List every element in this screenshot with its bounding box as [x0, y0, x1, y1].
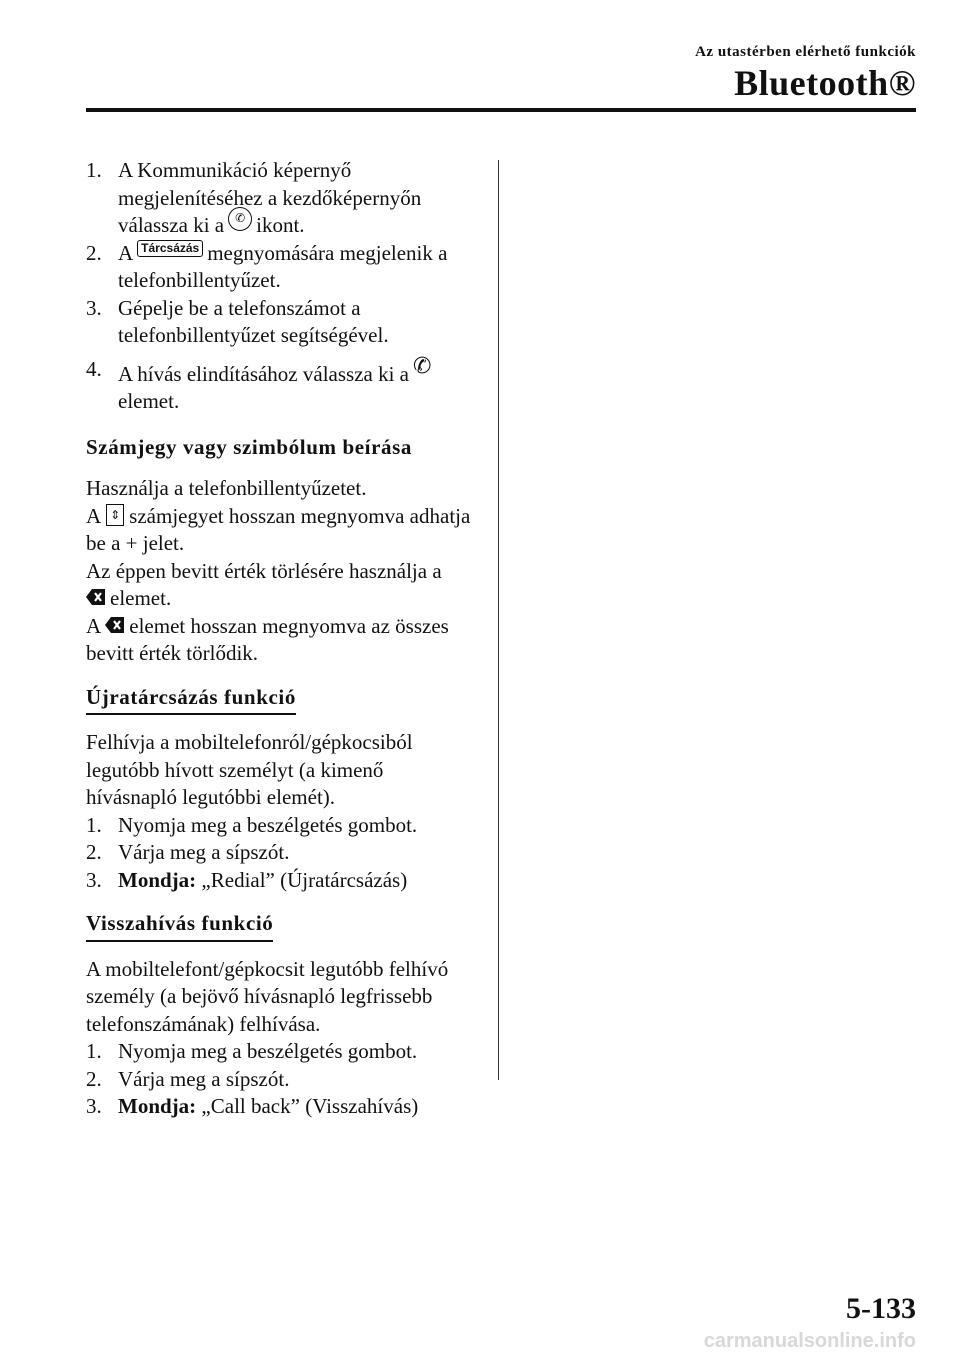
paragraph: Az éppen bevitt érték törlésére használja a elemet.: [86, 558, 442, 610]
list-item: [86, 1093, 478, 1121]
step-text: A hívás elindításához válassza ki a: [118, 361, 409, 386]
phone-circle-icon: ✆: [228, 207, 252, 231]
list-item: [86, 867, 478, 895]
step-text: Várja meg a sípszót.: [118, 1066, 290, 1091]
step-list: [86, 157, 478, 416]
step-number: 3.: [86, 867, 102, 892]
step-number: 3.: [86, 1094, 102, 1118]
step-number: 3.: [86, 295, 102, 320]
step-number: 2.: [86, 840, 102, 864]
hash-key-icon: ⇕: [106, 504, 124, 526]
step-number: 1.: [86, 812, 102, 837]
list-item: [86, 240, 478, 295]
step-text: A Kommunikáció képernyő megjelenítéséhez a kezdőképernyőn válassza ki a: [118, 158, 422, 237]
step-number: 1.: [86, 1039, 102, 1063]
paragraph: A mobiltelefont/gépkocsit legutóbb felhívó személy (a bejövő hívásnapló legfrissebb telefonszámának) felhívása.: [86, 956, 449, 1036]
paragraph: Használja a telefonbillentyűzetet.: [86, 476, 367, 500]
step-text: Nyomja meg a beszélgetés gombot.: [118, 1039, 418, 1063]
step-text: Várja meg a sípszót.: [118, 840, 290, 864]
backspace-icon: [105, 616, 125, 634]
list-item: [86, 839, 478, 867]
handset-icon: ✆: [413, 353, 432, 379]
page-title: Bluetooth®: [734, 63, 916, 103]
step-text: A: [118, 240, 134, 265]
header-rule: [86, 108, 916, 112]
step-number: 2.: [86, 240, 102, 265]
step-number: 4.: [86, 356, 102, 381]
paragraph: A elemet hosszan megnyomva az összes bevitt érték törlődik.: [86, 613, 449, 665]
list-item: [86, 1038, 478, 1066]
paragraph: Felhívja a mobiltelefonról/gépkocsiból legutóbb hívott személyt (a kimenő hívásnapló legutóbbi elemét).: [86, 730, 413, 809]
paragraph: A ⇕ számjegyet hosszan megnyomva adhatja be a + jelet.: [86, 503, 471, 555]
section-heading: Számjegy vagy szimbólum beírása: [86, 434, 412, 459]
list-item: [86, 812, 478, 840]
step-text: „Call back” (Visszahívás): [196, 1094, 419, 1118]
step-text-end: ikont.: [256, 213, 305, 237]
section-heading: Visszahívás funkció: [86, 910, 273, 942]
say-label: Mondja:: [118, 867, 197, 892]
list-item: [86, 295, 478, 350]
step-number: 2.: [86, 1066, 102, 1091]
step-text: Gépelje be a telefonszámot a telefonbillentyűzet segítségével.: [118, 295, 389, 347]
say-label: Mondja:: [118, 1094, 197, 1118]
section-label: Az utastérben elérhető funkciók: [695, 44, 916, 60]
list-item: [86, 353, 478, 416]
column-divider: [498, 160, 499, 1080]
list-item: [86, 1066, 478, 1094]
dial-button-label: Tárcsázás: [137, 240, 203, 257]
page-number: 5-133: [846, 1292, 916, 1325]
step-number: 1.: [86, 158, 102, 182]
step-text: Nyomja meg a beszélgetés gombot.: [118, 812, 418, 837]
step-text-end: elemet.: [118, 389, 180, 413]
step-text-end: megnyomására megjelenik a telefonbillentyűzet.: [118, 240, 448, 292]
list-item: [86, 157, 478, 240]
backspace-icon: [86, 588, 106, 606]
section-heading: Újratárcsázás funkció: [86, 684, 296, 716]
left-column: [86, 157, 478, 1121]
step-text: „Redial” (Újratárcsázás): [196, 867, 408, 892]
watermark-link[interactable]: carmanualsonline.info: [703, 1330, 916, 1352]
